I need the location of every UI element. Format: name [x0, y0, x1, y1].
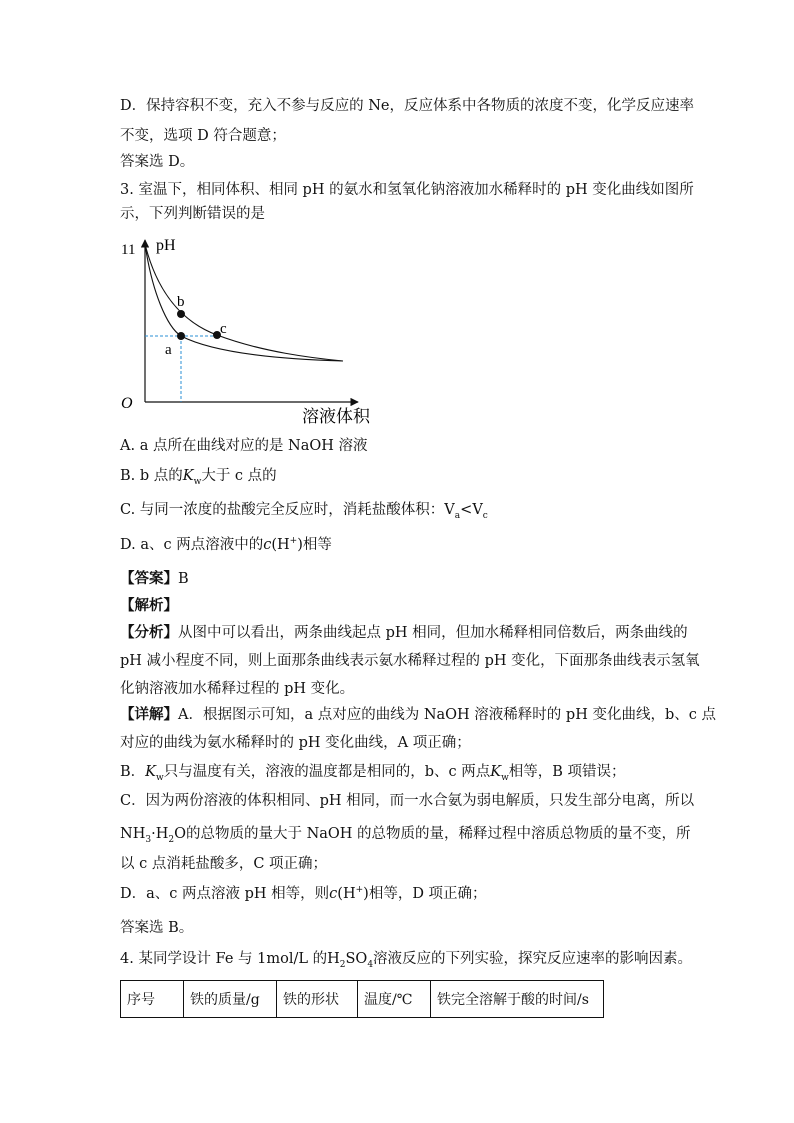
option-b: B. b 点的$K_w$大于 c 点的	[120, 468, 277, 487]
d-option-line-2: 不变，选项 D 符合题意；	[120, 128, 286, 144]
fenxi-line-2: pH 减小程度不同，则上面那条曲线表示氨水稀释过程的 pH 变化，下面那条曲线表示氢氧	[120, 653, 700, 669]
ammonia-curve	[145, 244, 343, 361]
answer-line: 【答案】B	[120, 570, 189, 587]
detail-b: B．$K_w$只与温度有关，溶液的温度都是相同的，b、c 两点$K_w$相等，B 项错误；	[120, 764, 626, 783]
y-axis-label: pH	[156, 237, 176, 254]
point-b	[177, 310, 185, 318]
fenxi-line-1: 【分析】从图中可以看出，两条曲线起点 pH 相同，但加水稀释相同倍数后，两条曲线的	[120, 624, 688, 641]
question-3-line-2: 示，下列判断错误的是	[120, 206, 265, 222]
answer-b: 答案选 B。	[120, 920, 194, 936]
label-b: b	[177, 294, 185, 310]
table-header-row	[121, 981, 604, 1018]
option-c: C. 与同一浓度的盐酸完全反应时，消耗盐酸体积：$V_a<V_c$	[120, 502, 488, 521]
ph-dilution-graph	[112, 232, 392, 432]
label-c: c	[220, 321, 227, 337]
previous-answer: 答案选 D。	[120, 154, 195, 170]
header-time: 铁完全溶解于酸的时间/s	[431, 981, 604, 1018]
d-option-line-1: D．保持容积不变，充入不参与反应的 Ne，反应体系中各物质的浓度不变，化学反应速率	[120, 98, 694, 114]
experiment-table	[120, 980, 604, 1018]
detail-a-line-2: 对应的曲线为氨水稀释时的 pH 变化曲线，A 项正确；	[120, 735, 471, 751]
detail-a-line-1: 【详解】A．根据图示可知，a 点对应的曲线为 NaOH 溶液稀释时的 pH 变化曲线，b、c 点	[120, 706, 716, 723]
fenxi-line-3: 化钠溶液加水稀释过程的 pH 变化。	[120, 681, 355, 697]
question-3-line-1: 3. 室温下，相同体积、相同 pH 的氨水和氢氧化钠溶液加水稀释时的 pH 变化曲线如图所	[120, 182, 694, 198]
question-4: 4. 某同学设计 Fe 与 1mol/L 的$H_2SO_4$溶液反应的下列实验，探究反应速率的影响因素。	[120, 951, 693, 970]
detail-d: D．a、c 两点溶液 pH 相等，则c(H+)相等，D 项正确；	[120, 885, 487, 902]
label-a: a	[165, 342, 172, 358]
header-index: 序号	[121, 981, 184, 1018]
header-shape: 铁的形状	[277, 981, 358, 1018]
option-d: D. a、c 两点溶液中的c(H+)相等	[120, 536, 332, 553]
detail-c-line-3: 以 c 点消耗盐酸多，C 项正确；	[120, 856, 328, 872]
analysis-heading: 【解析】	[120, 597, 178, 614]
point-a	[177, 332, 185, 340]
header-temperature: 温度/℃	[358, 981, 431, 1018]
detail-c-line-1: C．因为两份溶液的体积相同、pH 相同，而一水合氨为弱电解质，只发生部分电离，所以	[120, 793, 695, 809]
origin-label: O	[121, 395, 133, 412]
option-a: A. a 点所在曲线对应的是 NaOH 溶液	[120, 438, 368, 454]
detail-c-line-2: $NH_3\cdot H_2O$的总物质的量大于 NaOH 的总物质的量，稀释过程中溶质总物质的量不变，所	[120, 826, 691, 845]
header-mass: 铁的质量/g	[184, 981, 277, 1018]
x-axis-label: 溶液体积	[302, 407, 370, 427]
y-tick-11: 11	[121, 242, 136, 258]
